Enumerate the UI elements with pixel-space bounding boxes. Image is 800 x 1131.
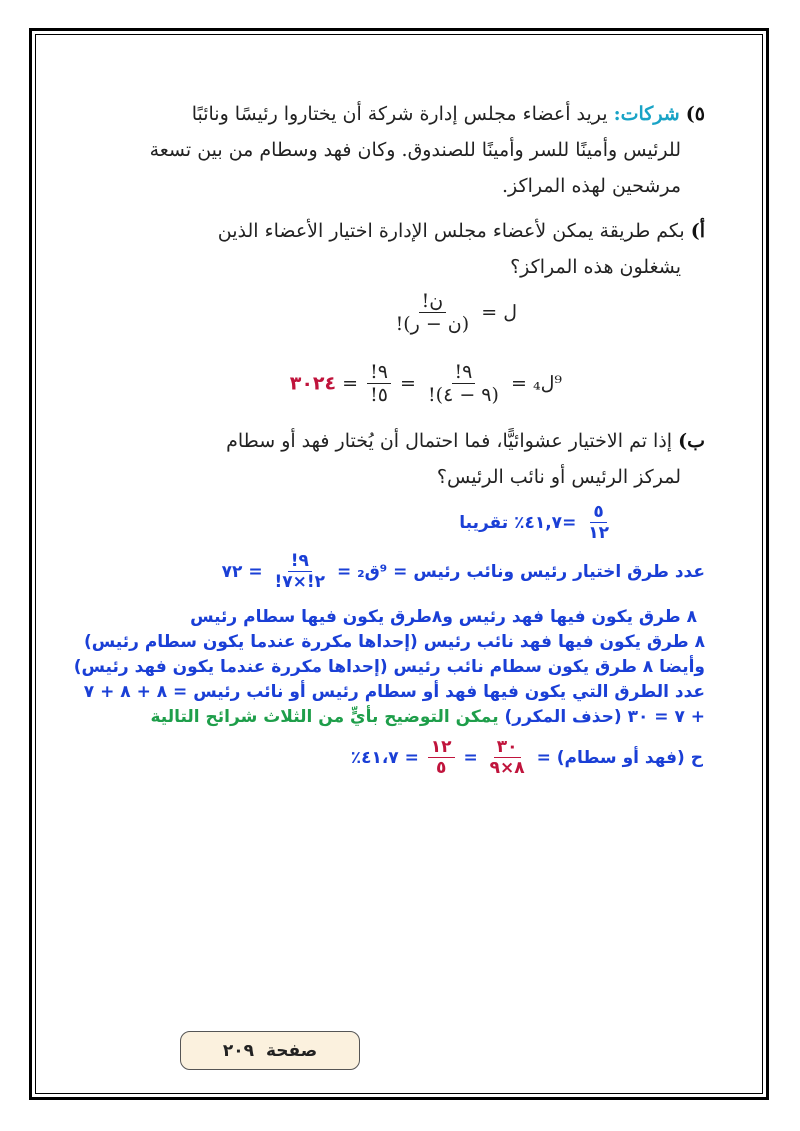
solution-line-4 (74, 657, 705, 677)
solution-line-3 (84, 632, 705, 652)
page-number: ٢٠٩ (222, 1040, 254, 1061)
solution-l7-denominator-1: ٨×٩ (489, 757, 525, 778)
part-b-answer (459, 503, 615, 543)
answer-text: =٤١,٧٪ تقريبا (459, 513, 577, 534)
formula-fraction (393, 291, 473, 336)
formula-numerator: ن! (419, 291, 447, 313)
solution-l1-fraction (272, 552, 329, 592)
solution-l7-numerator-2: ١٢ (428, 738, 455, 758)
page-number-box (180, 1031, 360, 1070)
solution-l7-denominator-2: ٥ (435, 757, 447, 778)
part-b-line-2 (437, 466, 681, 488)
solution-l1-denominator: ٢!×٧! (274, 571, 326, 592)
solution-l1-numerator: ٩! (288, 552, 312, 572)
calc-fraction-1 (425, 362, 502, 407)
solution-line-2 (190, 607, 697, 627)
calc-numerator-1: ٩! (452, 362, 476, 384)
calc-denominator-2: ٥! (370, 383, 388, 406)
solution-l4-text: وأيضا ٨ طرق يكون سطام نائب رئيس (إحداها مكررة عندما يكون فهد رئيس) (73, 657, 705, 677)
permutation-calc: ⁹ل₄ = $\frac{٩!}{(٩ - ٤)!}$ = $\frac{٩!}{٥!}$ = ٣٠٢٤ (289, 361, 562, 406)
part-a-line-1 (218, 220, 705, 242)
part-a-text-2: يشغلون هذه المراكز؟ (510, 256, 681, 278)
solution-line-6 (150, 707, 705, 727)
problem-line-2 (150, 139, 681, 161)
solution-l6-note: يمكن التوضيح بأيٍّ من الثلاث شرائح التالية (150, 707, 499, 727)
part-b-line-1 (226, 430, 705, 452)
solution-l5-text: عدد الطرق التي يكون فيها فهد أو سطام رئيس أو نائب رئيس = ٨ + ٨ + ٧ (83, 682, 705, 702)
calc-result: ٣٠٢٤ (289, 372, 337, 395)
solution-l2-text: ٨ طرق يكون فيها فهد رئيس و٨طرق يكون فيها سطام رئيس (190, 607, 697, 627)
solution-line-5 (84, 682, 705, 702)
solution-l6-text: + ٧ = ٣٠ (حذف المكرر) (504, 707, 705, 727)
worksheet-content (73, 0, 705, 1000)
solution-l7-fraction-1 (487, 738, 528, 778)
answer-denominator: ١٢ (588, 522, 609, 543)
problem-text-2: للرئيس وأمينًا للسر وأمينًا للصندوق. وكان فهد وسطام من بين تسعة (149, 139, 681, 161)
problem-number: ٥) (685, 103, 705, 125)
part-a-text-1: بكم طريقة يمكن لأعضاء مجلس الإدارة اختيار الأعضاء الذين (217, 220, 685, 242)
problem-text-3: مرشحين لهذه المراكز. (502, 175, 681, 197)
answer-numerator: ٥ (590, 503, 606, 523)
part-b-label: ب) (678, 430, 705, 452)
calc-lhs: ⁹ل₄ (532, 372, 562, 395)
answer-fraction (585, 503, 612, 543)
calc-denominator-1: (٩ − ٤)! (428, 383, 499, 406)
problem-text-1: يريد أعضاء مجلس إدارة شركة أن يختاروا رئيسًا ونائبًا (191, 103, 608, 125)
solution-l7-text: ح (فهد أو سطام) = (536, 748, 703, 769)
part-a-line-2 (510, 256, 681, 278)
problem-line-3 (502, 175, 681, 197)
solution-l7-result: = ٤١،٧٪ (350, 748, 419, 769)
part-a-label: أ) (690, 220, 705, 242)
permutation-formula: ل = $\frac{\text{ن!}}{\text{(ن − ر)!}}$ (390, 291, 517, 336)
calc-fraction-2 (367, 362, 391, 407)
solution-l1-text: عدد طرق اختيار رئيس ونائب رئيس = ⁹ق₂ = (336, 562, 705, 583)
formula-denominator: (ن − ر)! (395, 312, 470, 335)
part-b-text-1: إذا تم الاختيار عشوائيًّا، فما احتمال أن يُختار فهد أو سطام (226, 430, 673, 452)
problem-title: شركات: (613, 103, 680, 125)
solution-l7-numerator-1: ٣٠ (494, 738, 521, 758)
solution-l3-text: ٨ طرق يكون فيها فهد نائب رئيس (إحداها مكررة عندما يكون سطام رئيس) (84, 632, 705, 652)
calc-numerator-2: ٩! (367, 362, 391, 384)
part-b-text-2: لمركز الرئيس أو نائب الرئيس؟ (436, 466, 681, 488)
solution-l1-result: = ٧٢ (221, 562, 263, 583)
solution-line-7: ح (فهد أو سطام) = $\frac{٣٠}{٨\times ٩}$ = $\frac{١٢}{٥}$ = ٤١،٧٪ (350, 737, 703, 778)
formula-lhs: ل (503, 301, 517, 324)
solution-l7-fraction-2 (428, 738, 455, 778)
solution-line-1 (222, 552, 705, 592)
page-word: صفحة (265, 1040, 318, 1061)
problem-line-1 (192, 103, 705, 125)
